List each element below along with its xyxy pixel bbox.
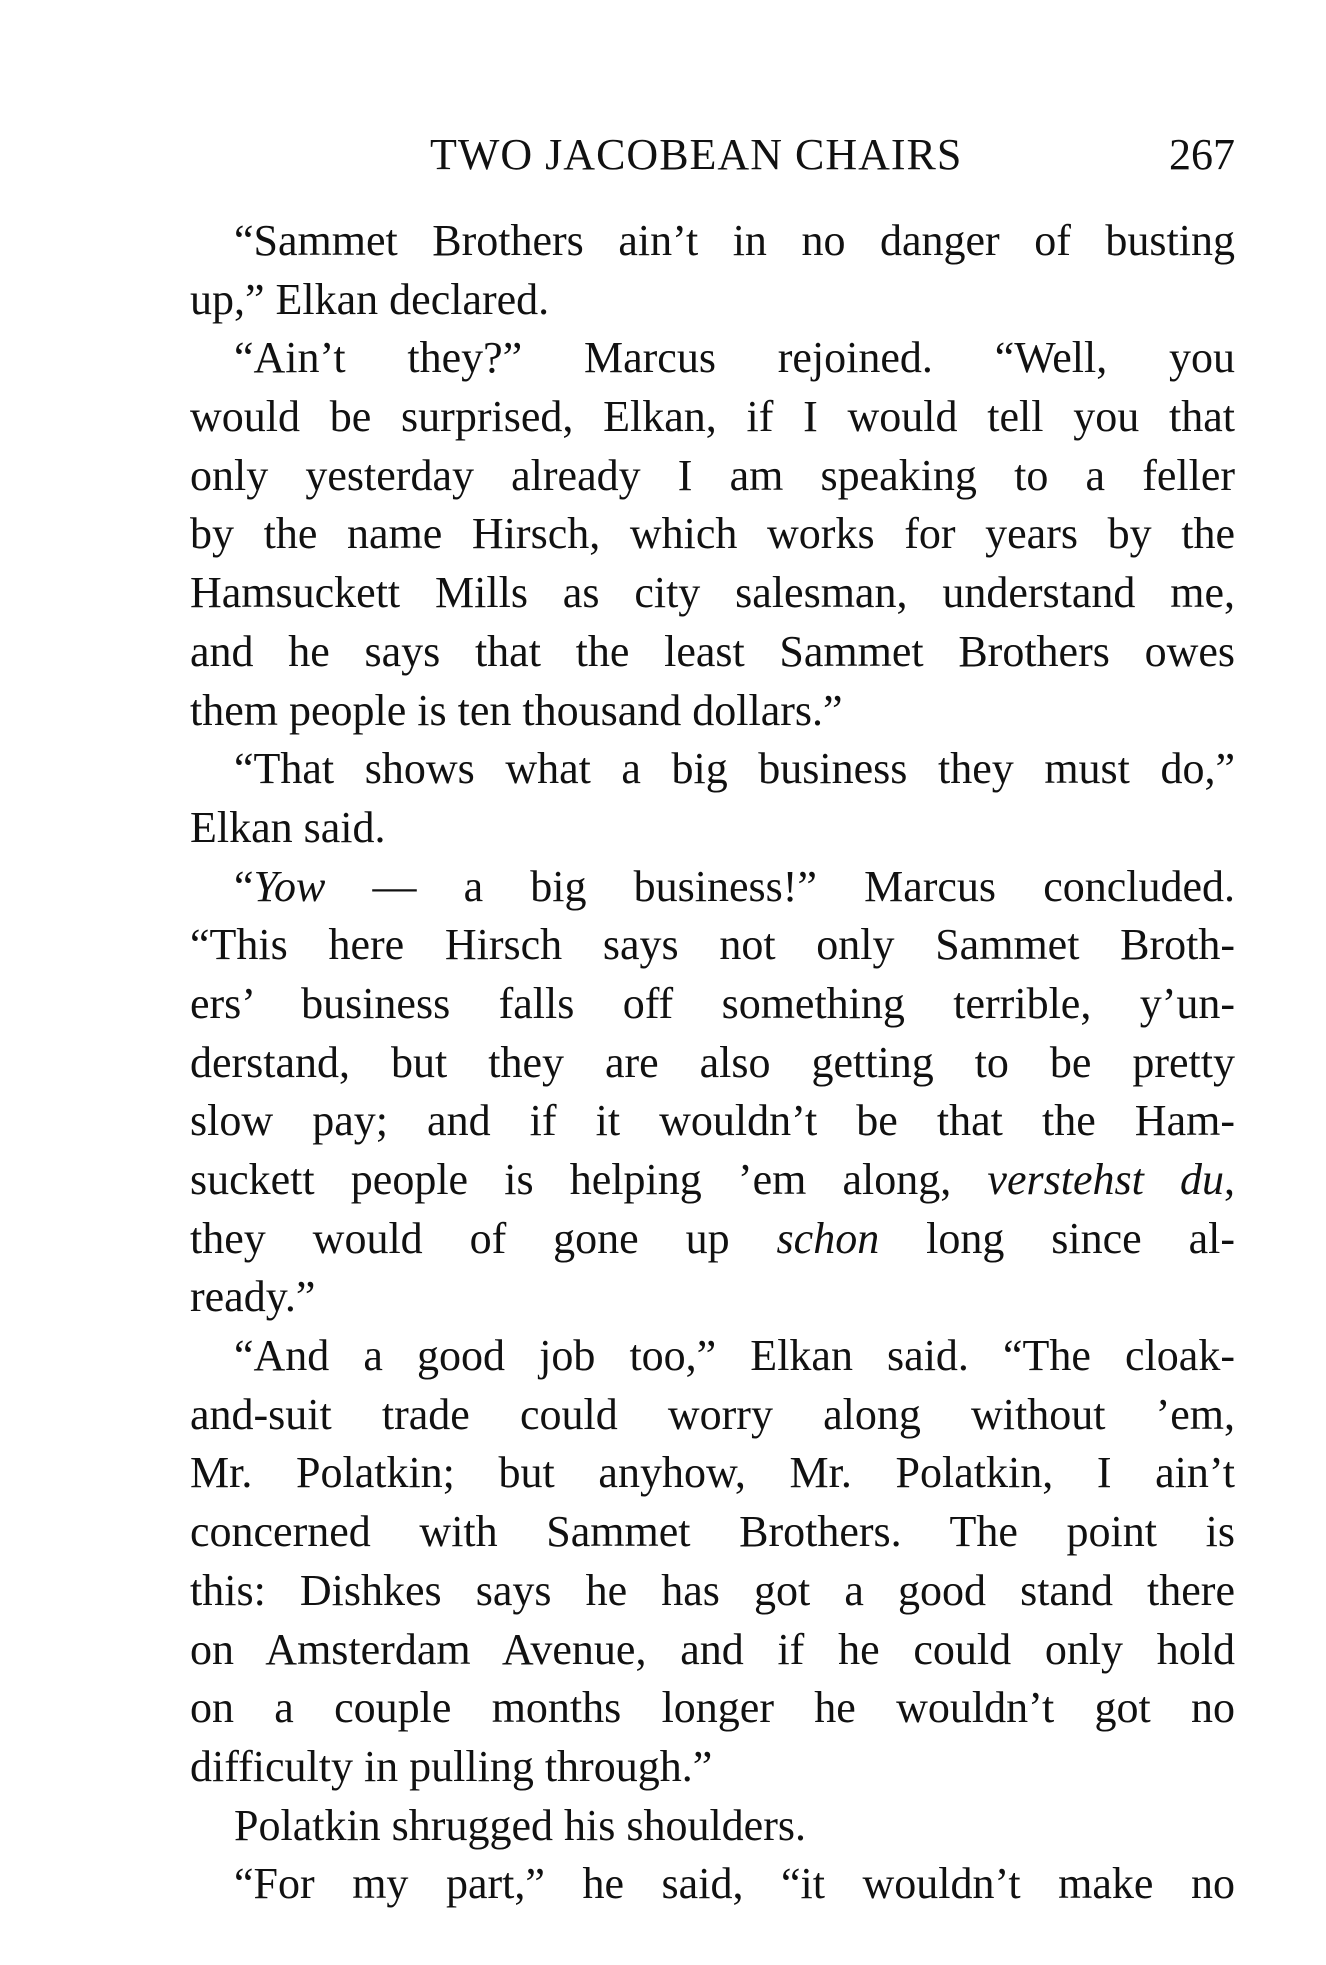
text-line: ers’ business falls off something terrible, y’un- [190, 978, 1235, 1028]
text-line [190, 1151, 1235, 1210]
text-segment: they would of gone up [190, 1213, 777, 1263]
text-line: “Ain’t they?” Marcus rejoined. “Well, you [234, 333, 1235, 383]
text-line: on Amsterdam Avenue, and if he could only hold [190, 1624, 1235, 1674]
text-line: on a couple months longer he wouldn’t got no [190, 1683, 1235, 1733]
text-line: Hamsuckett Mills as city salesman, understand me, [190, 568, 1235, 618]
text-segment: long since al- [879, 1213, 1235, 1263]
text-line: by the name Hirsch, which works for years by the [190, 509, 1235, 559]
italic-word: schon [776, 1213, 880, 1263]
text-line: up,” Elkan declared. [190, 274, 550, 324]
italic-word: Yow [253, 861, 326, 911]
text-line [190, 858, 1235, 917]
text-segment: , [1224, 1155, 1235, 1204]
text-line: them people is ten thousand dollars.” [190, 685, 843, 735]
text-segment: suckett people is helping ’em along, [190, 1155, 988, 1204]
text-segment: — a big business!” Marcus concluded. [325, 861, 1235, 911]
text-line: difficulty in pulling through.” [190, 1741, 713, 1791]
text-line: would be surprised, Elkan, if I would tell you that [190, 392, 1235, 442]
text-line: “This here Hirsch says not only Sammet Broth- [190, 920, 1235, 970]
italic-word: verstehst du [987, 1155, 1224, 1204]
text-segment: “ [234, 861, 254, 911]
body-text [190, 212, 1235, 1914]
text-line: “For my part,” he said, “it wouldn’t make no [234, 1859, 1235, 1909]
text-line: ready.” [190, 1272, 316, 1322]
text-line: and-suit trade could worry along without ’em, [190, 1389, 1235, 1439]
running-title: TWO JACOBEAN CHAIRS [430, 130, 963, 179]
text-line: derstand, but they are also getting to be pretty [190, 1037, 1235, 1087]
text-line: Polatkin shrugged his shoulders. [234, 1800, 806, 1850]
text-line: “And a good job too,” Elkan said. “The cloak- [234, 1331, 1235, 1381]
text-line: slow pay; and if it wouldn’t be that the Ham- [190, 1096, 1235, 1146]
text-line: only yesterday already I am speaking to a feller [190, 450, 1235, 500]
text-line: “That shows what a big business they must do,” [234, 744, 1235, 794]
text-line: “Sammet Brothers ain’t in no danger of busting [234, 216, 1235, 265]
text-line: this: Dishkes says he has got a good stand there [190, 1565, 1235, 1615]
text-line: and he says that the least Sammet Brothers owes [190, 626, 1235, 676]
text-line: Elkan said. [190, 802, 386, 852]
running-head [190, 128, 1235, 182]
text-line: Mr. Polatkin; but anyhow, Mr. Polatkin, I ain’t [190, 1448, 1235, 1498]
text-line [190, 1210, 1235, 1269]
page-number: 267 [1169, 130, 1235, 179]
text-line: concerned with Sammet Brothers. The point is [190, 1507, 1235, 1557]
